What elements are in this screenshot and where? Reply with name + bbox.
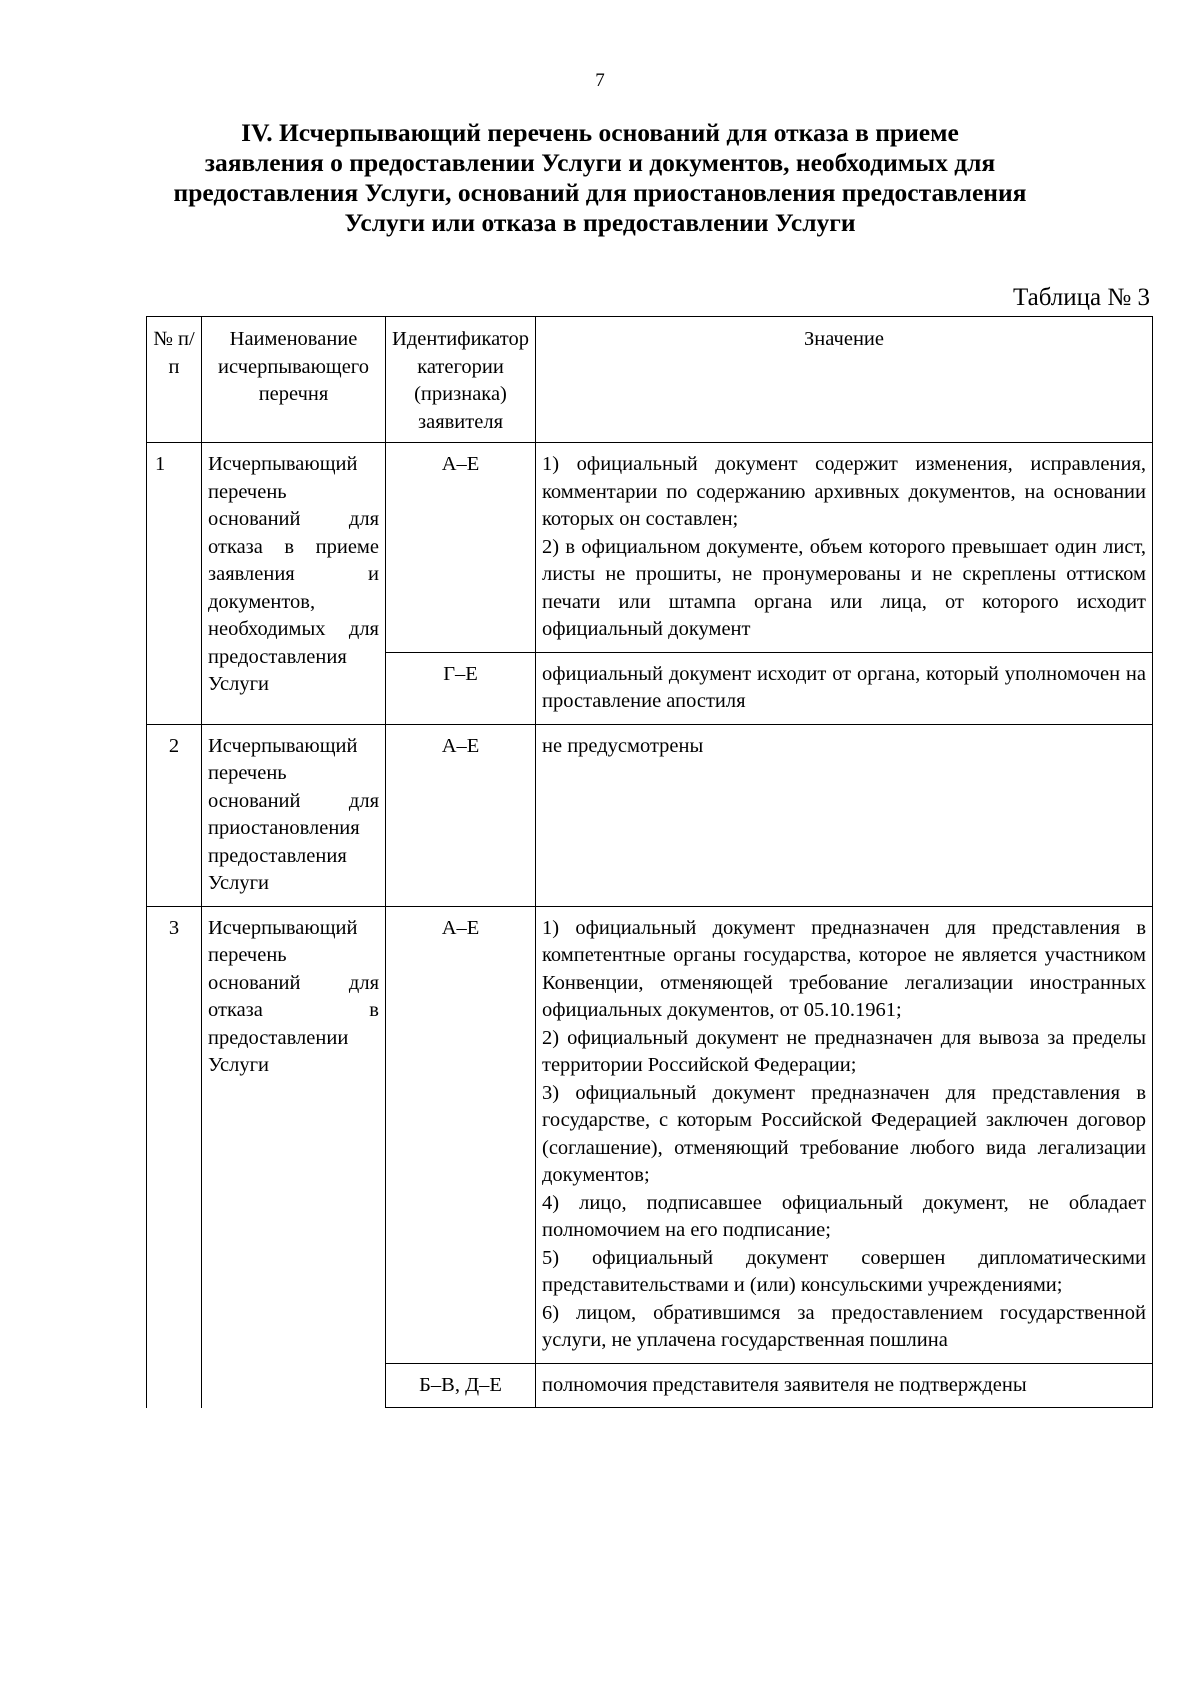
value-item: 4) лицо, подписавшее официальный документ, не обладает полномочием на его подписание; [542, 1191, 1146, 1241]
row-category: Г–Е [386, 652, 536, 724]
section-title-line: IV. Исчерпывающий перечень оснований для отказа в приеме [241, 118, 959, 147]
header-value: Значение [536, 317, 1153, 443]
value-item: не предусмотрены [542, 734, 704, 757]
value-item: 2) в официальном документе, объем которого превышает один лист, листы не прошиты, не пронумерованы и не скреплены оттиском печати или штампа органа или лица, от которого исходит официальный документ [542, 535, 1146, 640]
value-item: 3) официальный документ предназначен для представления в государстве, с которым Российской Федерацией заключен договор (соглашение), отменяющий требование любого вида легализации документов; [542, 1081, 1146, 1186]
row-num: 2 [147, 724, 202, 906]
value-item: 2) официальный документ не предназначен для вывоза за пределы территории Российской Федерации; [542, 1026, 1146, 1076]
header-num: № п/п [147, 317, 202, 443]
row-name: Исчерпывающий перечень оснований для отказа в предоставлении Услуги [202, 906, 386, 1408]
table-row [147, 724, 1153, 906]
row-num: 3 [147, 906, 202, 1408]
row-num: 1 [147, 443, 202, 725]
value-item: полномочия представителя заявителя не подтверждены [542, 1373, 1027, 1396]
row-value [536, 1363, 1153, 1408]
header-name: Наименование исчерпывающего перечня [202, 317, 386, 443]
row-category: А–Е [386, 724, 536, 906]
row-value [536, 906, 1153, 1363]
section-title-line: заявления о предоставлении Услуги и документов, необходимых для [204, 148, 996, 177]
row-category: А–Е [386, 906, 536, 1363]
grounds-table [146, 316, 1153, 1408]
value-item: 1) официальный документ содержит изменения, исправления, комментарии по содержанию архивных документов, на основании которых он составлен; [542, 453, 1146, 530]
table-header-row [147, 317, 1153, 443]
row-value [536, 724, 1153, 906]
row-category: Б–В, Д–Е [386, 1363, 536, 1408]
row-category: А–Е [386, 443, 536, 653]
table-row [147, 443, 1153, 653]
value-item: 5) официальный документ совершен дипломатическими представительствами и (или) консульскими учреждениями; [542, 1246, 1146, 1296]
value-item: официальный документ исходит от органа, который уполномочен на проставление апостиля [542, 662, 1146, 712]
section-title-line: предоставления Услуги, оснований для приостановления предоставления [173, 178, 1027, 207]
section-title [150, 118, 1050, 238]
value-item: 1) официальный документ предназначен для представления в компетентные органы государства, которое не является участником Конвенции, отменяющей требование легализации иностранных официальных документов, от 05.10.1961; [542, 916, 1146, 1021]
row-name: Исчерпывающий перечень оснований для приостановления предоставления Услуги [202, 724, 386, 906]
row-value [536, 652, 1153, 724]
value-item: 6) лицом, обратившимся за предоставлением государственной услуги, не уплачена государственная пошлина [542, 1301, 1146, 1351]
page-number: 7 [595, 70, 605, 91]
row-name: Исчерпывающий перечень оснований для отказа в приеме заявления и документов, необходимых для предоставления Услуги [202, 443, 386, 725]
row-value [536, 443, 1153, 653]
table-caption: Таблица № 3 [1012, 284, 1150, 311]
header-category: Идентификатор категории (признака) заявителя [386, 317, 536, 443]
section-title-line: Услуги или отказа в предоставлении Услуги [344, 208, 856, 237]
table-row [147, 906, 1153, 1363]
